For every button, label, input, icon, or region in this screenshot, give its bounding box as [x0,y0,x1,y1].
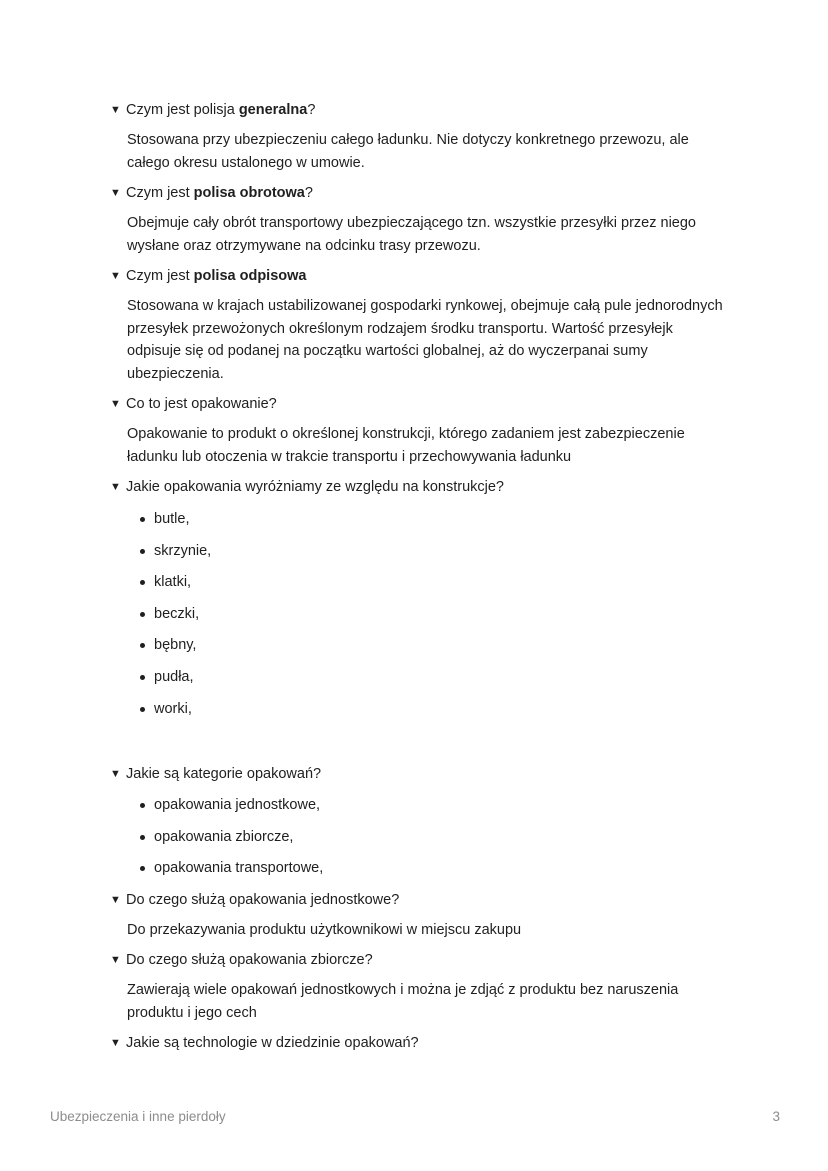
list-item: worki, [110,698,730,730]
document-content [110,99,730,1054]
triangle-down-icon[interactable]: ▼ [110,768,121,781]
toggle-header[interactable] [110,949,730,971]
answer-text: Obejmuje cały obrót transportowy ubezpieczającego tzn. wszystkie przesyłki przez niego wysłane oraz otrzymywane na odcinku trasy przewozu. [127,215,696,254]
toggle-header[interactable] [110,182,730,204]
toggle-header[interactable] [110,889,730,911]
answer-text: Stosowana przy ubezpieczeniu całego ładunku. Nie dotyczy konkretnego przewozu, ale całego okresu ustalonego w umowie. [127,132,689,171]
toggle-header[interactable] [110,99,730,121]
list-item: opakowania transportowe, [110,857,730,889]
question-text: Czym jest polisa obrotowa? [126,185,313,201]
answer-text: Opakowanie to produkt o określonej konstrukcji, którego zadaniem jest zabezpieczenie ładunku lub otoczenia w trakcie transportu i przechowywania ładunku [127,426,685,465]
toggle-body [110,979,730,1024]
toggle-header[interactable] [110,393,730,415]
question-text: Jakie są technologie w dziedzinie opakowań? [126,1035,419,1052]
toggle-polisa-odpisowa [110,265,730,385]
toggle-body [110,423,730,468]
toggle-header[interactable] [110,265,730,287]
question-text: Jakie są kategorie opakowań? [126,766,322,783]
list-item: beczki, [110,603,730,635]
toggle-header[interactable] [110,763,730,785]
toggle-body [110,295,730,385]
toggle-opakowanie [110,393,730,468]
document-title: Ubezpieczenia i inne pierdoły [50,1109,226,1124]
toggle-header[interactable] [110,476,730,498]
question-text: Do czego służą opakowania zbiorcze? [126,952,373,969]
toggle-opakowania-zbiorcze [110,949,730,1024]
question-text: Czym jest polisa odpisowa [126,268,307,284]
triangle-down-icon[interactable]: ▼ [110,398,121,410]
toggle-header[interactable] [110,1032,730,1054]
toggle-polisa-generalna [110,99,730,174]
triangle-down-icon[interactable]: ▼ [110,1037,121,1050]
question-text: Jakie opakowania wyróżniamy ze względu na konstrukcje? [126,479,504,495]
answer-text: Stosowana w krajach ustabilizowanej gospodarki rynkowej, obejmuje całą pule jednorodnych przesyłek przewożonych określonym rodzajem środku transportu. Wartość przesyłejk odpisuje się od podanej na początku wartości globalnej, aż do wyczerpanai sumy ubezpieczenia. [127,298,723,382]
triangle-down-icon[interactable]: ▼ [110,893,121,906]
triangle-down-icon[interactable]: ▼ [110,954,121,967]
list-item: skrzynie, [110,540,730,572]
toggle-body [110,129,730,174]
triangle-down-icon[interactable]: ▼ [110,104,121,116]
list-item: opakowania zbiorcze, [110,826,730,858]
toggle-body [110,919,730,942]
toggle-kategorie-opakowan [110,763,730,889]
toggle-opakowania-jednostkowe [110,889,730,942]
triangle-down-icon[interactable]: ▼ [110,270,121,282]
bullet-list [110,508,730,729]
list-item: opakowania jednostkowe, [110,794,730,826]
question-text: Co to jest opakowanie? [126,396,277,412]
list-item: klatki, [110,571,730,603]
toggle-technologie-opakowan [110,1032,730,1054]
list-item: bębny, [110,634,730,666]
toggle-body [110,212,730,257]
list-item: butle, [110,508,730,540]
page-footer [50,1109,780,1124]
triangle-down-icon[interactable]: ▼ [110,187,121,199]
triangle-down-icon[interactable]: ▼ [110,481,121,493]
answer-text: Zawierają wiele opakowań jednostkowych i można je zdjąć z produktu bez naruszenia produktu i jego cech [127,982,679,1021]
page-number: 3 [772,1109,780,1124]
question-text: Do czego służą opakowania jednostkowe? [126,891,400,908]
toggle-polisa-obrotowa [110,182,730,257]
question-text: Czym jest polisja generalna? [126,102,316,118]
bullet-list [110,794,730,889]
list-item: pudła, [110,666,730,698]
answer-text: Do przekazywania produktu użytkownikowi w miejscu zakupu [127,921,522,938]
toggle-opakowania-konstrukcja [110,476,730,729]
